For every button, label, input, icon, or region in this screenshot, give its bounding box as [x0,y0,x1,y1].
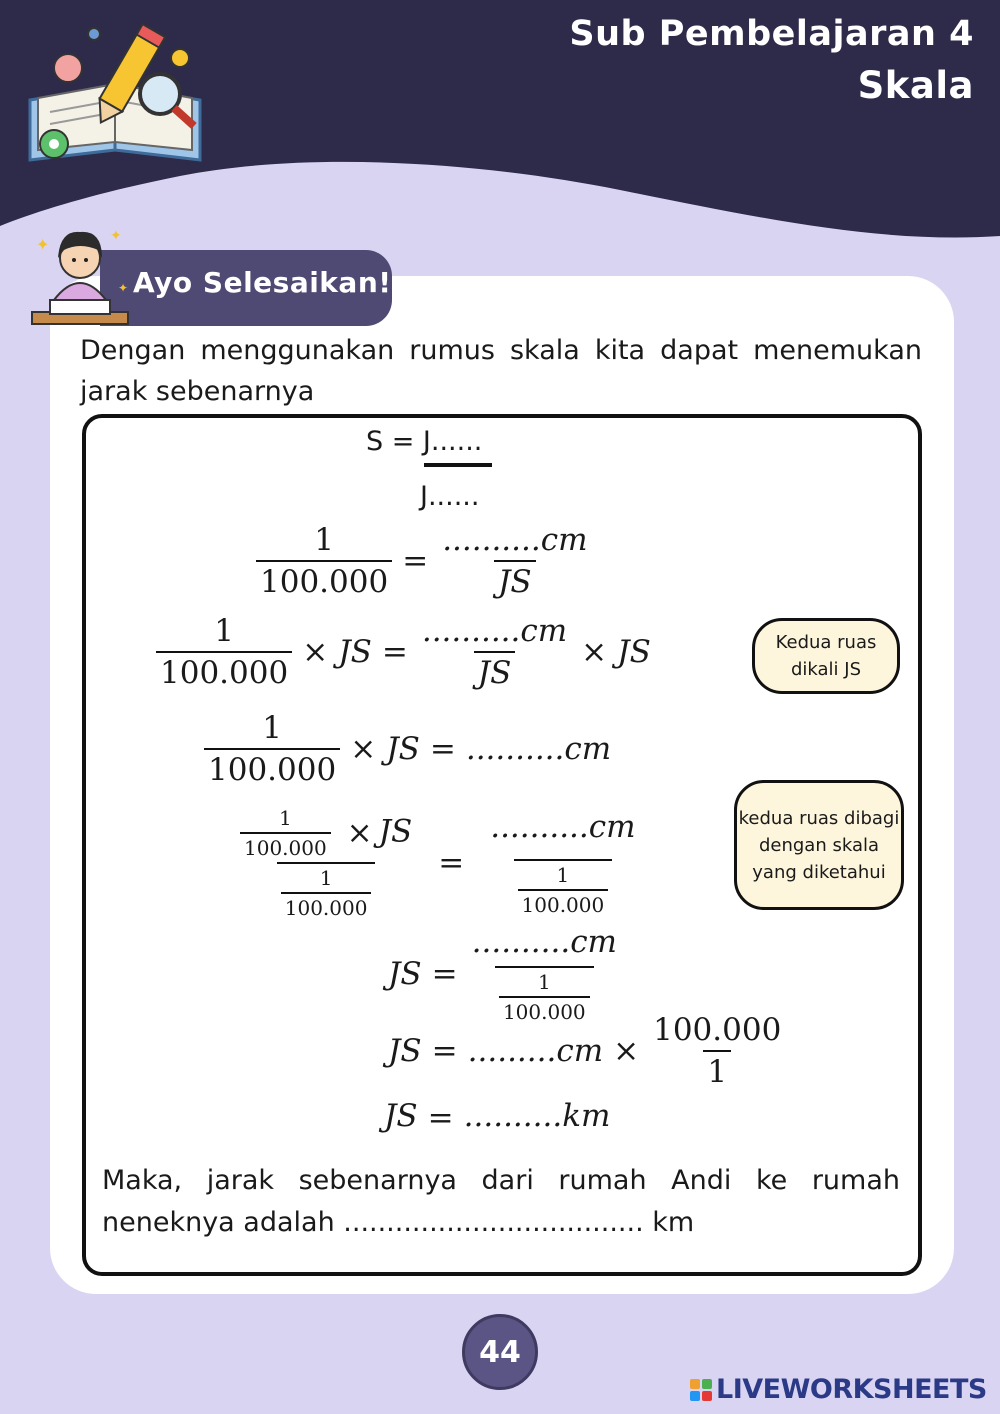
page-number-badge: 44 [462,1314,538,1390]
equation-line-4: $\frac{1}{100.000}$ × JS $\frac{1}{100.000}$ = $\frac{..........cm}{\frac{1}{100.000}}$ [236,806,640,920]
page-header [0,0,1000,260]
equation-line-6: JS = .........cm × $\frac{100.000}{1}$ [388,1012,785,1090]
note-divide-scale: kedua ruas dibagi dengan skala yang diketahui [734,780,904,910]
liveworksheets-brand [690,1374,987,1405]
equation-line-7: JS = ..........km [384,1098,611,1136]
svg-text:✦: ✦ [36,235,50,254]
equation-line-1: $\frac{1}{100.000}$ = $\frac{..........cm}{JS}$ [256,522,592,600]
brand-text: LIVEWORKSHEETS [716,1374,987,1405]
scale-formula-fraction-bar [424,463,492,467]
scale-fraction: $\frac{1}{100.000}$ [256,522,392,600]
svg-text:✦: ✦ [110,228,122,244]
inverse-scale-fraction: $\frac{100.000}{1}$ [653,1012,782,1090]
activity-label: Ayo Selesaikan! [133,266,392,299]
distance-fraction: $\frac{..........cm}{JS}$ [421,613,568,691]
equation-line-3: $\frac{1}{100.000}$ × JS = ..........cm [204,710,611,788]
distance-fraction: $\frac{..........cm}{JS}$ [442,522,588,600]
compound-fraction-right: $\frac{..........cm}{\frac{1}{100.000}}$ [490,809,636,917]
equation-line-5: JS = $\frac{..........cm}{\frac{1}{100.000}}$ [388,924,621,1024]
note-multiply-js: Kedua ruas dikali JS [752,618,900,694]
scale-fraction: $\frac{1}{100.000}$ [204,710,340,788]
intro-text: Dengan menggunakan rumus skala kita dapat menemukan jarak sebenarnya [80,335,922,407]
liveworksheets-logo-icon [690,1379,712,1401]
book-pencil-magnifier-icon [20,20,210,170]
compound-fraction-left: $\frac{1}{100.000}$ × JS $\frac{1}{100.000}$ [236,806,416,920]
scale-formula-numerator: S = J...... [366,426,483,457]
lesson-title: Sub Pembelajaran 4 [569,14,974,54]
student-reading-icon [24,220,134,330]
conclusion-text: Maka, jarak sebenarnya dari rumah Andi ke rumah neneknya adalah ................................... km [102,1165,900,1238]
scale-fraction: $\frac{1}{100.000}$ [156,613,292,691]
lesson-subtitle: Skala [857,64,974,107]
scale-formula-denominator: J...... [420,481,480,512]
compound-fraction: $\frac{..........cm}{\frac{1}{100.000}}$ [471,924,617,1024]
equation-line-2: $\frac{1}{100.000}$ × JS = $\frac{..........cm}{JS}$ × JS [156,613,651,691]
svg-text:✦: ✦ [118,281,129,295]
